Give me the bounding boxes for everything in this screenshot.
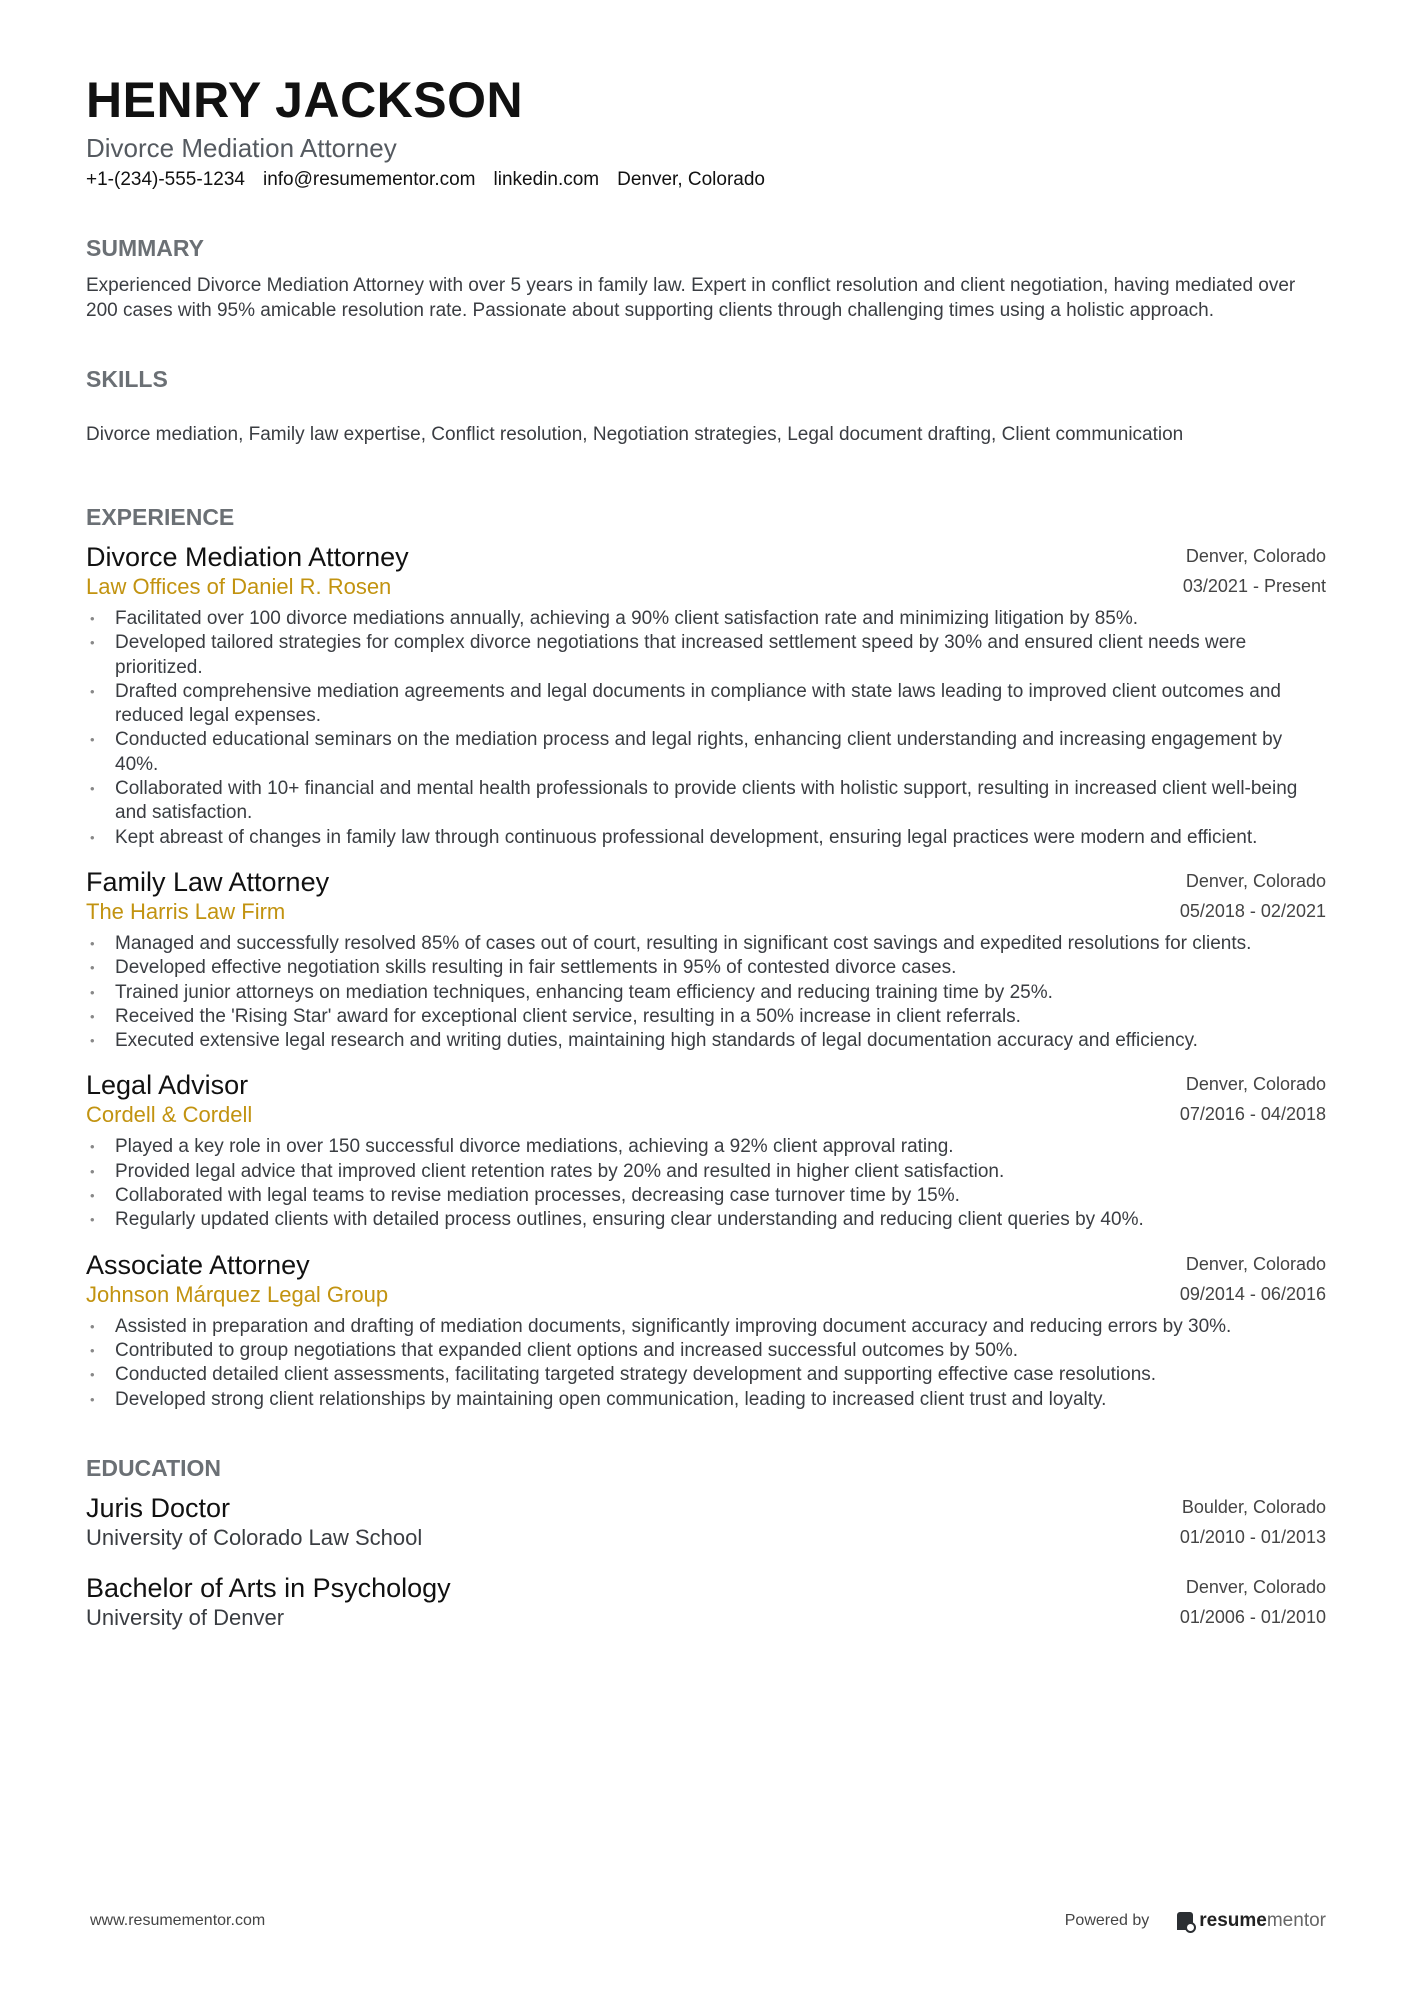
job-title: Divorce Mediation Attorney xyxy=(86,542,409,572)
job-dates: 09/2014 - 06/2016 xyxy=(1179,1283,1326,1304)
bullet-item: • Provided legal advice that improved client retention rates by 20% and resulted in higher client satisfaction. xyxy=(86,1160,1326,1184)
bullet-item: • Assisted in preparation and drafting of mediation documents, significantly improving document accuracy and reducing errors by 30%. xyxy=(86,1315,1326,1339)
bullet-item: • Facilitated over 100 divorce mediations annually, achieving a 90% client satisfaction rate and minimizing litigation by 85%. xyxy=(86,607,1326,631)
job-title: Legal Advisor xyxy=(86,1070,249,1101)
education-entry xyxy=(86,1492,1326,1552)
bullet-item: • Regularly updated clients with detailed process outlines, ensuring clear understanding and reducing client queries by 40%. xyxy=(86,1208,1326,1232)
job-title: Family Law Attorney xyxy=(86,866,330,897)
job-location: Denver, Colorado xyxy=(1185,546,1326,566)
skills-text: Divorce mediation, Family law expertise, Conflict resolution, Negotiation strategies, Legal document drafting, Client communication xyxy=(86,424,1184,445)
job-bullets xyxy=(86,1315,1326,1412)
job-company: Cordell & Cordell xyxy=(86,1102,253,1128)
job-dates: 05/2018 - 02/2021 xyxy=(1179,900,1326,921)
resumementor-logo-icon xyxy=(1177,1912,1193,1930)
job-location: Denver, Colorado xyxy=(1185,870,1326,891)
footer xyxy=(90,1910,1326,1932)
bullet-item: • Received the 'Rising Star' award for exceptional client service, resulting in a 50% increase in client referrals. xyxy=(86,1005,1326,1029)
bullet-item: • Collaborated with legal teams to revise mediation processes, decreasing case turnover time by 15%. xyxy=(86,1184,1326,1208)
bullet-item: • Developed tailored strategies for complex divorce negotiations that increased settlement speed by 30% and ensured client needs were prioritized. xyxy=(86,631,1326,680)
job-entry xyxy=(86,541,1326,850)
bullet-item: • Conducted educational seminars on the mediation process and legal rights, enhancing client understanding and increasing engagement by 40%. xyxy=(86,728,1326,777)
brand-name-bold: resume xyxy=(1199,1910,1267,1931)
contact-line xyxy=(86,168,1326,192)
education-dates: 01/2006 - 01/2010 xyxy=(1179,1606,1326,1627)
job-location: Denver, Colorado xyxy=(1185,1253,1326,1274)
degree: Juris Doctor xyxy=(86,1492,231,1523)
education-heading: EDUCATION xyxy=(86,1454,222,1481)
job-entry xyxy=(86,1249,1326,1412)
linkedin[interactable]: linkedin.com xyxy=(493,169,600,190)
job-dates: 03/2021 - Present xyxy=(1182,576,1326,596)
school: University of Denver xyxy=(86,1604,285,1630)
candidate-title: Divorce Mediation Attorney xyxy=(86,133,397,163)
summary-heading: SUMMARY xyxy=(86,235,204,261)
candidate-name: HENRY JACKSON xyxy=(86,72,524,128)
job-bullets xyxy=(86,932,1326,1053)
bullet-item: • Conducted detailed client assessments, facilitating targeted strategy development and supporting effective case resolutions. xyxy=(86,1363,1326,1387)
experience-heading: EXPERIENCE xyxy=(86,504,235,530)
bullet-item: • Collaborated with 10+ financial and mental health professionals to provide clients with holistic support, resulting in increased client well-being and satisfaction. xyxy=(86,777,1326,826)
bullet-item: • Developed effective negotiation skills resulting in fair settlements in 95% of contested divorce cases. xyxy=(86,956,1326,980)
job-bullets xyxy=(86,1135,1326,1232)
powered-by-label: Powered by xyxy=(1064,1912,1150,1929)
degree: Bachelor of Arts in Psychology xyxy=(86,1572,451,1603)
job-entry xyxy=(86,1069,1326,1232)
job-company: Johnson Márquez Legal Group xyxy=(86,1281,389,1307)
powered-by xyxy=(1065,1910,1326,1932)
job-entry xyxy=(86,866,1326,1053)
job-bullets xyxy=(86,607,1326,850)
job-title: Associate Attorney xyxy=(86,1249,310,1280)
email[interactable]: info@resumementor.com xyxy=(262,169,476,190)
bullet-item: • Managed and successfully resolved 85% of cases out of court, resulting in significant cost savings and expedited resolutions for clients. xyxy=(86,932,1326,956)
bullet-item: • Trained junior attorneys on mediation techniques, enhancing team efficiency and reducing training time by 25%. xyxy=(86,981,1326,1005)
bullet-item: • Developed strong client relationships by maintaining open communication, leading to increased client trust and loyalty. xyxy=(86,1388,1326,1412)
job-location: Denver, Colorado xyxy=(1185,1074,1326,1095)
skills-heading: SKILLS xyxy=(86,366,168,392)
phone: +1-(234)-555-1234 xyxy=(86,169,245,190)
school-location: Boulder, Colorado xyxy=(1181,1496,1326,1517)
summary-text: Experienced Divorce Mediation Attorney with over 5 years in family law. Expert in conflict resolution and client negotiation, having mediated over 200 cases with 95% amicable resolution rate. Passionate about supporting clients through challenging times using a holistic approach. xyxy=(86,275,1296,321)
bullet-item: • Played a key role in over 150 successful divorce mediations, achieving a 92% client approval rating. xyxy=(86,1135,1326,1159)
bullet-item: • Executed extensive legal research and writing duties, maintaining high standards of legal documentation accuracy and efficiency. xyxy=(86,1029,1326,1053)
job-company: The Harris Law Firm xyxy=(86,898,286,924)
bullet-item: • Drafted comprehensive mediation agreements and legal documents in compliance with state laws leading to improved client outcomes and reduced legal expenses. xyxy=(86,680,1326,729)
education-dates: 01/2010 - 01/2013 xyxy=(1179,1526,1326,1547)
bullet-item: • Contributed to group negotiations that expanded client options and increased successful outcomes by 50%. xyxy=(86,1339,1326,1363)
education-entry xyxy=(86,1572,1326,1632)
school-location: Denver, Colorado xyxy=(1185,1576,1326,1597)
brand-name-light: mentor xyxy=(1266,1910,1326,1931)
job-dates: 07/2016 - 04/2018 xyxy=(1179,1104,1326,1125)
resume-page xyxy=(86,70,1326,1632)
bullet-item: • Kept abreast of changes in family law through continuous professional development, ensuring legal practices were modern and efficient. xyxy=(86,826,1326,850)
school: University of Colorado Law School xyxy=(86,1524,423,1550)
job-company: Law Offices of Daniel R. Rosen xyxy=(86,574,392,599)
brand-logo[interactable] xyxy=(1177,1910,1326,1932)
footer-website[interactable]: www.resumementor.com xyxy=(90,1912,266,1929)
location: Denver, Colorado xyxy=(617,169,765,190)
